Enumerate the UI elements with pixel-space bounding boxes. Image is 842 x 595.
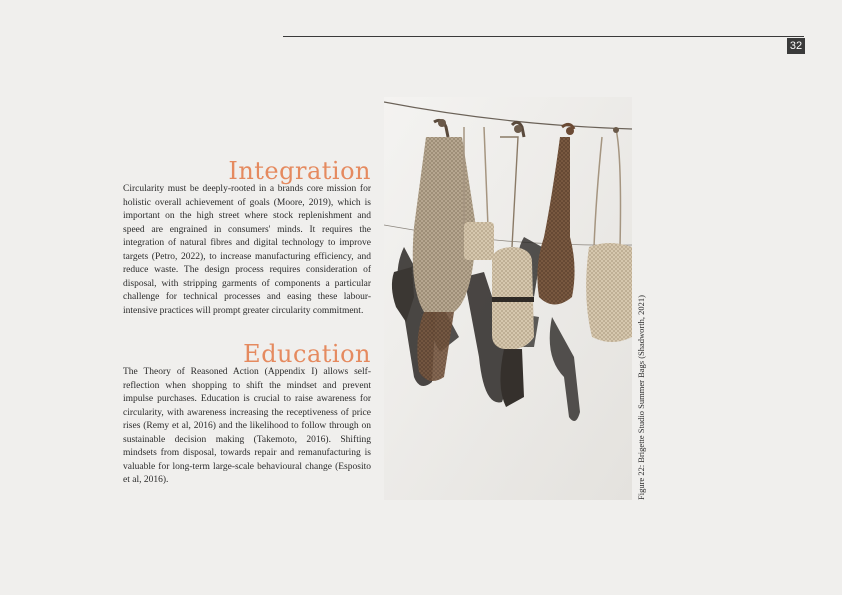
- section-body-education: The Theory of Reasoned Action (Appendix I) allows self-reflection when shopping to shift the mindset and prevent impulse purchases. Education is crucial to raise awareness for circularity, with awareness increasing the receptiveness of price rises (Remy et al, 2016) and the likelihood to follow through on sustainable decision making (Takemoto, 2016). Shifting mindsets from disposal, towards repair and remanufacturing is valuable for long-term large-scale behavioural change (Esposito et al, 2016).: [123, 367, 371, 485]
- section-body-integration: Circularity must be deeply-rooted in a brands core mission for holistic overall achievement of goals (Moore, 2019), which is important on the high street where stock replenishment and speed are engrained in consumers' minds. It requires the integration of natural fibres and digital technology to improve targets (Petro, 2022), to increase manufacturing efficiency, and reduce waste. The design process requires consideration of disposal, with stripping garments of components a particular challenge for technical processes and easing these labour-intensive practices will prompt greater circularity commitment.: [123, 184, 371, 316]
- section-heading-education: Education: [243, 340, 371, 368]
- section-heading-integration: Integration: [228, 157, 371, 185]
- figure-photo-summer-bags: [384, 97, 632, 500]
- header-rule: [283, 36, 804, 37]
- page-number: 32: [787, 38, 805, 54]
- figure-caption: Figure 22: Brigette Studio Summer Bags (Shadworth, 2021): [636, 295, 646, 500]
